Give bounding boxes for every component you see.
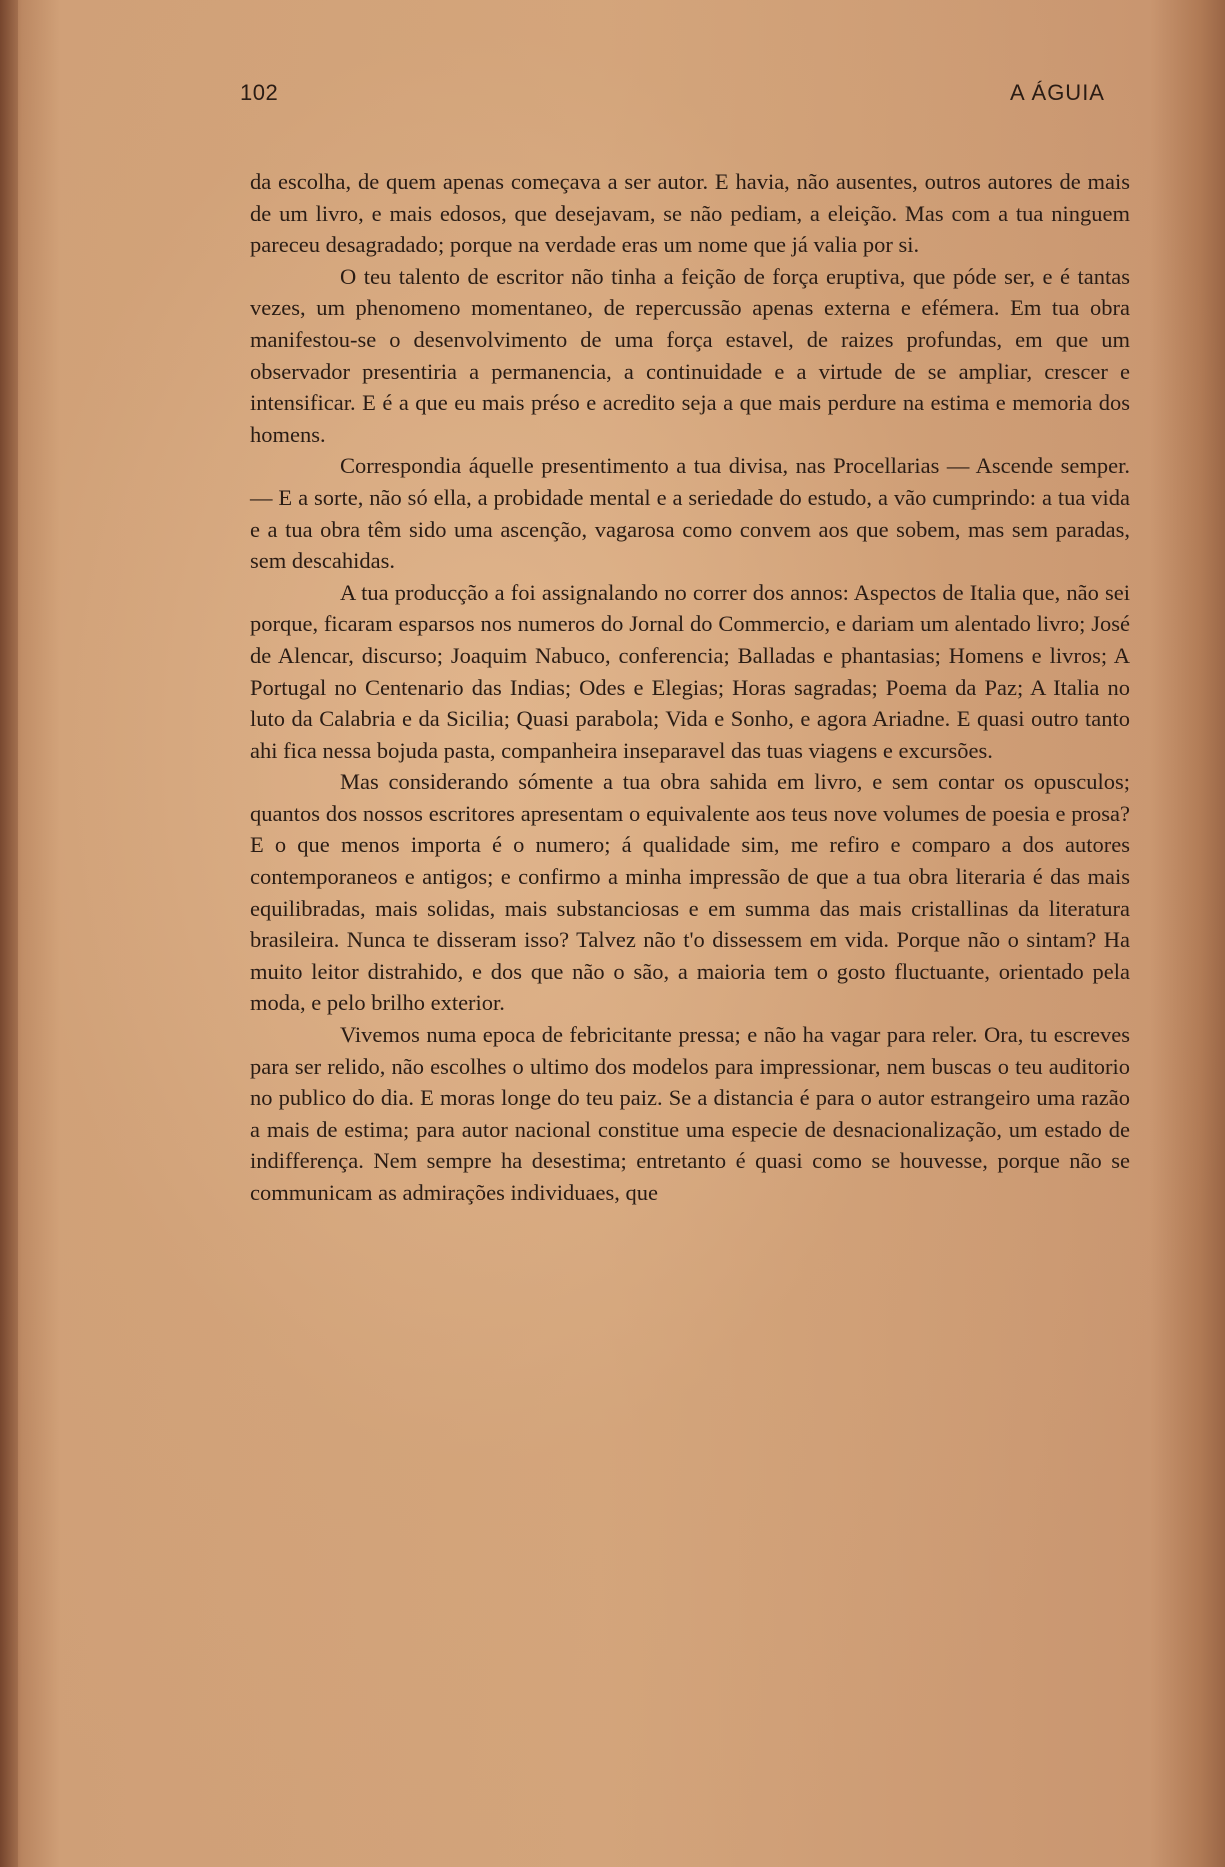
paragraph-6: Vivemos numa epoca de febricitante pressa; e não ha vagar para reler. Ora, tu escreves para ser relido, não escolhes o ultimo dos modelos para impressionar, nem buscas o teu auditorio no publico do dia. E moras longe do teu paiz. Se a distancia é para o autor estrangeiro uma razão a mais de estima; para autor nacional constitue uma especie de desnacionalização, um estado de indifferença. Nem sempre ha desestima; entretanto é quasi como se houvesse, porque não se communicam as admirações individuaes, que: [250, 1022, 1130, 1205]
paragraph-2: O teu talento de escritor não tinha a feição de força eruptiva, que póde ser, e é tantas vezes, um phenomeno momentaneo, de repercussão apenas externa e efémera. Em tua obra manifestou-se o desenvolvimento de uma força estavel, de raizes profundas, em que um observador presentiria a permanencia, a continuidade e a virtude de se ampliar, crescer e intensificar. E é a que eu mais préso e acredito seja a que mais perdure na estima e memoria dos homens.: [250, 263, 1130, 447]
page-number: 102: [240, 80, 279, 105]
paragraph-3: Correspondia áquelle presentimento a tua divisa, nas Procellarias — Ascende semper. — E a sorte, não só ella, a probidade mental e a seriedade do estudo, a vão cumprindo: a tua vida e a tua obra têm sido uma ascenção, vagarosa como convem aos que sobem, mas sem paradas, sem descahidas.: [250, 453, 1130, 574]
paragraph-4: A tua producção a foi assignalando no correr dos annos: Aspectos de Italia que, não sei porque, ficaram esparsos nos numeros do Jornal do Commercio, e dariam um alentado livro; José de Alencar, discurso; Joaquim Nabuco, conferencia; Balladas e phantasias; Homens e livros; A Portugal no Centenario das Indias; Odes e Elegias; Horas sagradas; Poema da Paz; A Italia no luto da Calabria e da Sicilia; Quasi parabola; Vida e Sonho, e agora Ariadne. E quasi outro tanto ahi fica nessa bojuda pasta, companheira inseparavel das tuas viagens e excursões.: [250, 579, 1130, 763]
running-title: A ÁGUIA: [1009, 80, 1105, 105]
body-text: [250, 166, 1130, 1209]
page-header: [240, 80, 1105, 110]
paragraph-5: Mas considerando sómente a tua obra sahida em livro, e sem contar os opusculos; quantos dos nossos escritores apresentam o equivalente aos teus nove volumes de poesia e prosa? E o que menos importa é o numero; á qualidade sim, me refiro e comparo a dos autores contemporaneos e antigos; e confirmo a minha impressão de que a tua obra literaria é das mais equilibradas, mais solidas, mais substanciosas e em summa das mais cristallinas da literatura brasileira. Nunca te disseram isso? Talvez não t'o dissessem em vida. Porque não o sintam? Ha muito leitor distrahido, e dos que não o são, a maioria tem o gosto fluctuante, orientado pela moda, e pelo brilho exterior.: [250, 769, 1130, 1016]
paragraph-1: da escolha, de quem apenas começava a ser autor. E havia, não ausentes, outros autores de mais de um livro, e mais edosos, que desejavam, se não pediam, a eleição. Mas com a tua ninguem pareceu desagradado; porque na verdade eras um nome que já valia por si.: [250, 169, 1130, 258]
page-spine-shadow: [0, 0, 18, 1867]
